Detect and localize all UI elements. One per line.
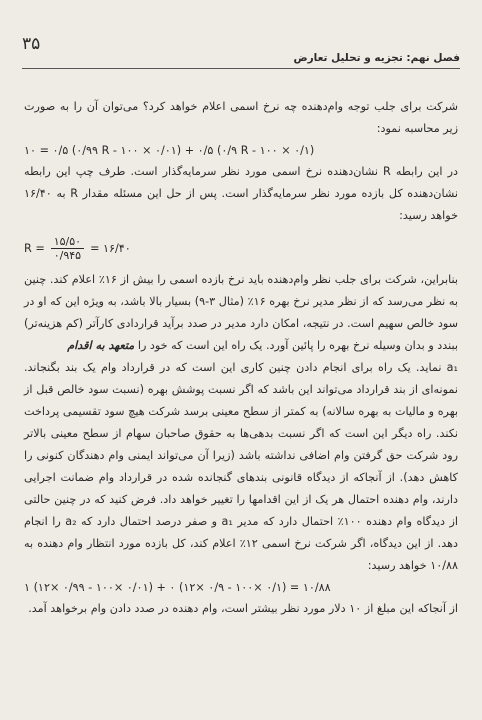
paragraph-3 [24,269,458,357]
emphasized-text: متعهد به اقدام [67,339,135,352]
equation-2-numerator: ۱۵/۵۰ [51,235,84,249]
equation-2-lhs: R = [24,241,45,255]
equation-2-rhs: = ۱۶/۴۰ [90,241,131,255]
equation-2 [24,231,458,265]
paragraph-3-text: بنابراین، شرکت برای جلب نظر وام‌دهنده باید نرخ بازده اسمی را بیش از ۱۶٪ اعلام کند. چنین به نظر می‌رسد که از نظر مدیر نرخ بهره ۱۶٪ (مثال ۳-۹) بسیار بالا باشد، به ویژه این که او در سود خالص سهیم است. در نتیجه، امکان دارد مدیر در صدد برآید قراردادی کارآتر (کم هزینه‌تر) ببندد و بدان وسیله نرخ بهره را پائین آورد. یک راه این است که خود را [24,273,458,352]
equation-2-denominator: ۰/۹۴۵ [53,248,82,262]
equation-3: ۱ (۱۲× ۰/۹۹ - ۱۰۰× ۰/۰۱) + ۰ (۱۲× ۰/۹ - ۱۰۰× ۰/۱) = ۱۰/۸۸ [24,581,331,594]
paragraph-2: در این رابطه R نشان‌دهنده نرخ اسمی مورد نظر سرمایه‌گذار است. طرف چپ این رابطه نشان‌دهنده کل بازده مورد نظر سرمایه‌گذار است. پس از حل این مسئله مقدار R به ۱۶/۴۰ خواهد رسید: [24,165,459,222]
page-header [22,34,460,68]
page-number: ۳۵ [22,34,41,54]
page-body [24,96,458,620]
paragraph-4: a₁ نماید. یک راه برای انجام دادن چنین کاری این است که در قرارداد وام یک بند بگنجاند. نمونه‌ای از بند قرارداد می‌تواند این باشد که اگر نسبت پوشش بهره (نسبت سود خالص قبل از بهره و مالیات به بهره سالانه) به کمتر از سطح معینی برسد شرکت هیچ سود تقسیمی پرداخت نکند. راه دیگر این است که اگر نسبت بدهی‌ها به حقوق صاحبان سهام از سطح معینی بالاتر رود شرکت حق گرفتن وام اضافی نداشته باشد (زیرا آن می‌تواند ایمنی وام دهندگان کنونی را کاهش دهد). از آنجاکه از دیدگاه قانونی بندهای گنجانده شده در قرارداد وام ضمانت اجرایی دارند، وام دهنده احتمال هر یک از این اقدامها را تغییر خواهد داد. فرض کنید که در چنین حالتی از دیدگاه وام دهنده ۱۰۰٪ احتمال دارد که مدیر a₁ و صفر درصد احتمال دارد که a₂ را انجام دهد. از این دیدگاه، اگر شرکت نرخ اسمی ۱۲٪ اعلام کند، کل بازده مورد انتظار وام دهنده به ۱۰/۸۸ خواهد رسید: [24,361,458,572]
equation-1: ۱۰ = ۰/۵ (۰/۹۹ R - ۱۰۰ × ۰/۰۱) + ۰/۵ (۰/۹ R - ۱۰۰ × ۰/۱) [24,144,315,157]
paragraph-5: از آنجاکه این مبلغ از ۱۰ دلار مورد نظر بیشتر است، وام دهنده در صدد دادن وام برخواهد آمد. [28,602,458,615]
chapter-title: فصل نهم: تجزیه و تحلیل تعارض [293,52,460,64]
equation-2-fraction [51,235,84,262]
paragraph-1: شرکت برای جلب توجه وام‌دهنده چه نرخ اسمی اعلام خواهد کرد؟ می‌توان آن را به صورت زیر محاسبه نمود: [24,100,458,135]
header-rule [22,68,460,69]
